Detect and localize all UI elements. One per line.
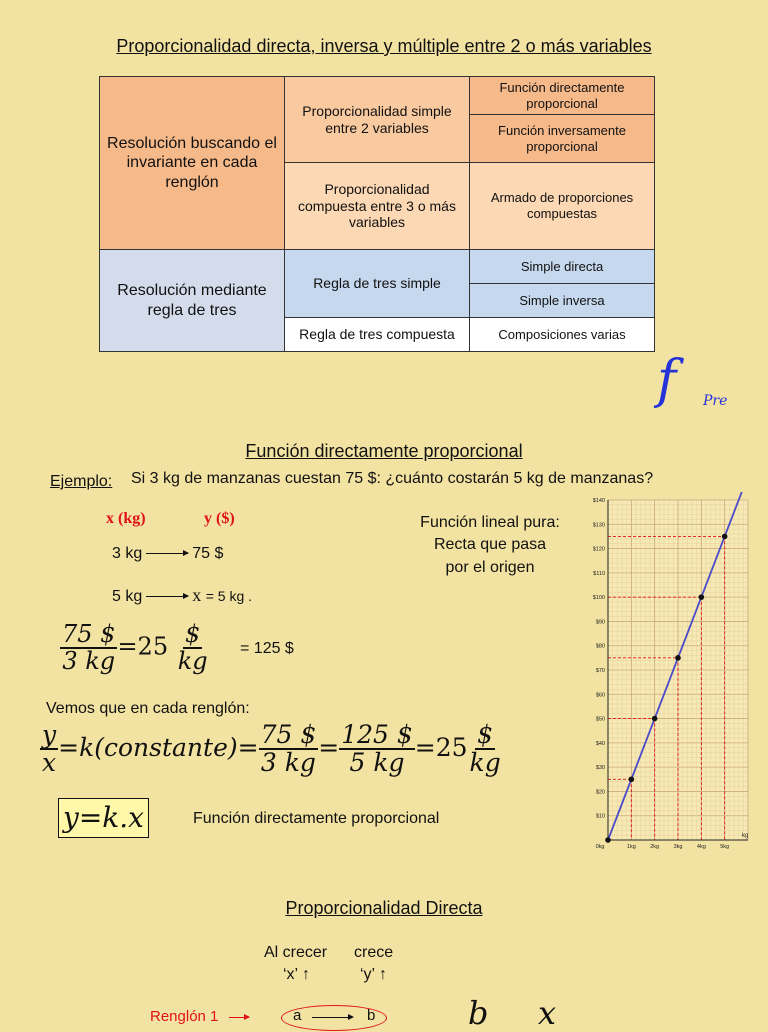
cell-armado: Armado de proporciones compuestas [470,163,655,250]
col-y-header: y ($) [204,510,235,527]
x-tick-label: 5kg [720,844,730,850]
vemos-text: Vemos que en cada renglón: [46,700,250,717]
y-tick-label: $110 [593,570,605,577]
y-tick-label: $10 [595,813,605,820]
al-crecer: Al crecer [264,944,328,961]
frac-b: b [468,994,489,1032]
cell-simple-2-vars: Proporcionalidad simple entre 2 variables [285,77,470,163]
row2-label: Resolución mediante regla de tres [100,250,285,352]
y-tick-label: $120 [592,546,605,553]
renglon-1-ellipse: a b [281,1005,387,1031]
section2-title: Proporcionalidad Directa [285,898,483,918]
cell-simple-inversa: Simple inversa [470,284,655,318]
y-tick-label: $50 [595,716,605,723]
col-x-header: x (kg) [106,510,146,527]
equation-1: $\frac{75 \$}{3 kg}$ =25 $\frac{\$}{kg}$ [62,620,208,676]
y-tick-label: $30 [595,765,605,772]
page-title: Proporcionalidad directa, inversa y múltiple entre 2 o más variables [116,36,652,56]
price-chart [588,492,758,854]
cell-regla-compuesta: Regla de tres compuesta [285,318,470,352]
equation-1-result: = 125 $ [240,640,294,657]
cell-funcion-inversa: Función inversamente proporcional [470,115,655,163]
x-tick-label: 4kg [696,844,706,850]
y-tick-label: $40 [595,740,605,747]
data-point [699,594,705,600]
x-tick-label: 3kg [673,844,683,850]
data-point [629,776,635,782]
y-tick-label: $90 [595,619,605,626]
crece: crece [354,944,394,961]
y-up: ‘y’ ↑ [360,966,387,983]
row1-label: Resolución buscando el invariante en cada renglón [100,77,285,250]
equation-2: $\frac{y}{x}$ =k(constante)= $\frac{75 \$}{3 kg}$ = $\frac{125 \$}{5 kg}$ =25 $\frac{\$}{kg}$ [42,720,501,778]
boxed-caption: Función directamente proporcional [193,810,440,827]
y-tick-label: $20 [595,789,605,796]
cell-funcion-directa: Función directamente proporcional [470,77,655,115]
y-tick-label: $80 [595,643,605,650]
data-point [605,837,611,843]
data-point [722,534,728,540]
y-tick-label: $100 [592,595,605,602]
cell-simple-directa: Simple directa [470,250,655,284]
frac-x: x [538,994,557,1032]
ejemplo-text: Si 3 kg de manzanas cuestan 75 $: ¿cuánto costarán 5 kg de manzanas? [131,470,654,487]
data-point [675,655,681,661]
ejemplo-label: Ejemplo: [50,473,113,490]
data-point [652,716,658,722]
x-up: ‘x’ ↑ [283,966,310,983]
cell-regla-simple: Regla de tres simple [285,250,470,318]
x-tick-label: 2kg [650,844,660,850]
fpre-logo: f Pre [657,350,728,410]
cell-compuesta: Proporcionalidad compuesta entre 3 o más variables [285,163,470,250]
arrow-icon [229,1017,249,1018]
lineal-note: Función lineal pura: Recta que pasa por el origen [420,514,560,576]
row1: 3 kg 75 $ [112,545,224,562]
y-tick-label: $140 [592,498,605,504]
boxed-equation: y=k.x [58,798,149,838]
cell-composiciones: Composiciones varias [470,318,655,352]
x-unit-label: kg [742,833,749,839]
row2: 5 kg x = 5 kg . [112,585,253,605]
y-tick-label: $130 [592,522,605,529]
arrow-icon [146,553,188,554]
renglon-1: Renglón 1 [150,1008,249,1025]
proportionality-table [99,76,655,352]
y-tick-label: $70 [595,668,605,674]
section1-title: Función directamente proporcional [245,441,523,461]
y-tick-label: $60 [595,692,605,699]
arrow-icon [146,596,188,597]
x-tick-label: 0kg [595,844,605,850]
x-tick-label: 1kg [626,844,636,850]
